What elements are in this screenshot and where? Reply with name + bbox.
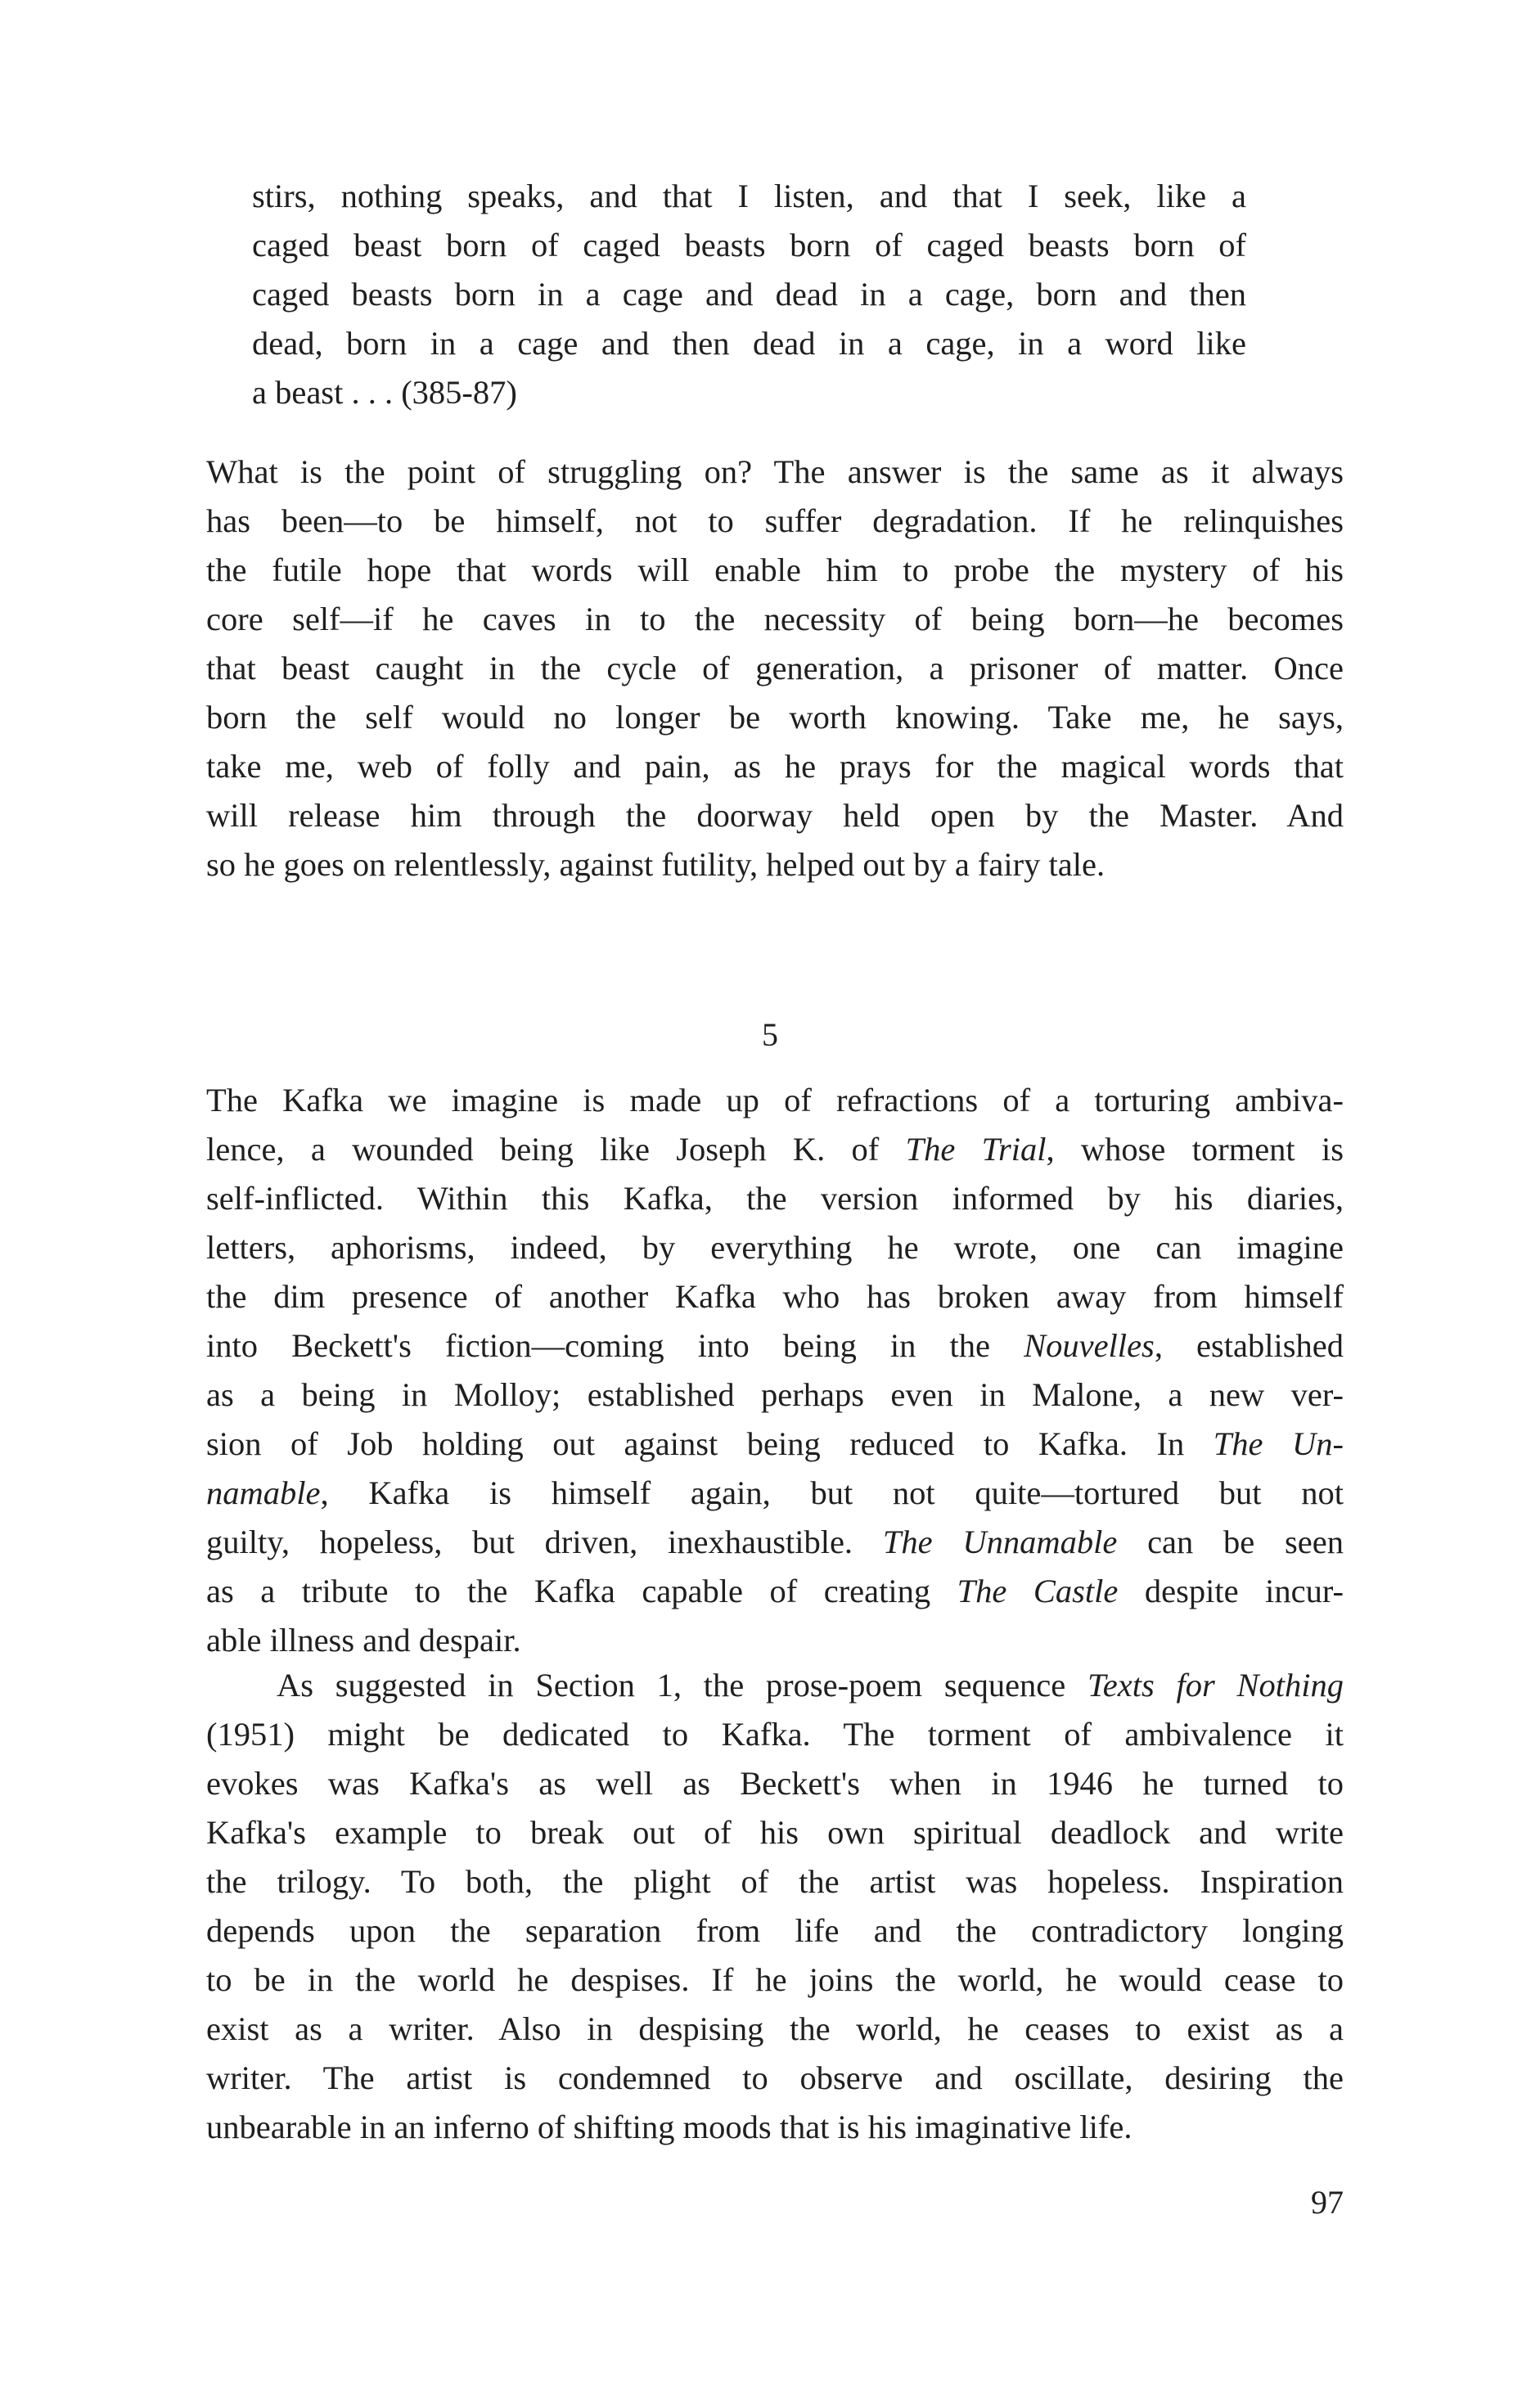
text-run: guilty, hopeless, but driven, inexhaustible. <box>206 1524 883 1560</box>
book-title-texts-for-nothing: Texts for Nothing <box>1087 1667 1344 1704</box>
paragraph-line: take me, web of folly and pain, as he prays for the magical words that <box>206 748 1344 785</box>
paragraph-line: The Kafka we imagine is made up of refractions of a torturing ambiva- <box>206 1082 1344 1118</box>
quote-line: caged beast born of caged beasts born of caged beasts born of <box>252 227 1246 263</box>
paragraph-line: so he goes on relentlessly, against futility, helped out by a fairy tale. <box>206 846 1105 883</box>
paragraph-line: self-inflicted. Within this Kafka, the version informed by his diaries, <box>206 1180 1344 1217</box>
paragraph-line: the dim presence of another Kafka who has broken away from himself <box>206 1278 1344 1315</box>
paragraph-line <box>206 1321 1344 1371</box>
paragraph-line: will release him through the doorway held open by the Master. And <box>206 797 1344 834</box>
text-run: , Kafka is himself again, but not quite—tortured but not <box>320 1474 1344 1511</box>
paragraph-line: as a being in Molloy; established perhaps even in Malone, a new ver- <box>206 1376 1344 1413</box>
paragraph-line <box>206 1420 1344 1469</box>
book-title-the-trial: The Trial <box>905 1131 1047 1168</box>
book-title-nouvelles: Nouvelles <box>1024 1327 1155 1364</box>
paragraph-line: depends upon the separation from life and the contradictory longing <box>206 1912 1344 1949</box>
text-run: despite incur- <box>1118 1573 1344 1609</box>
quote-line: a beast . . . (385-87) <box>252 374 517 411</box>
paragraph-line: able illness and despair. <box>206 1622 521 1659</box>
paragraph-line: the trilogy. To both, the plight of the artist was hopeless. Inspiration <box>206 1863 1344 1900</box>
book-title-the-unnamable: The Unnamable <box>882 1524 1118 1560</box>
paragraph-line <box>206 1469 1344 1518</box>
text-run: can be seen <box>1117 1524 1344 1560</box>
paragraph-3 <box>206 1661 1344 2152</box>
text-run: , whose torment is <box>1046 1131 1344 1168</box>
page-number: 97 <box>1311 2184 1344 2221</box>
paragraph-line: unbearable in an inferno of shifting moods that is his imaginative life. <box>206 2109 1132 2145</box>
text-run: as a tribute to the Kafka capable of creating <box>206 1573 957 1609</box>
quote-line: stirs, nothing speaks, and that I listen, and that I seek, like a <box>252 178 1246 214</box>
quote-line: caged beasts born in a cage and dead in a cage, born and then <box>252 276 1246 313</box>
text-run: As suggested in Section 1, the prose-poem sequence <box>277 1667 1087 1704</box>
quote-line: dead, born in a cage and then dead in a cage, in a word like <box>252 325 1246 362</box>
paragraph-line: What is the point of struggling on? The answer is the same as it always <box>206 453 1344 490</box>
block-quote <box>252 172 1246 417</box>
paragraph-line <box>206 1661 1344 1710</box>
section-number: 5 <box>762 1016 778 1053</box>
paragraph-line: born the self would no longer be worth knowing. Take me, he says, <box>206 699 1344 736</box>
paragraph-line <box>206 1125 1344 1174</box>
paragraph-line: to be in the world he despises. If he joins the world, he would cease to <box>206 1961 1344 1998</box>
paragraph-line: Kafka's example to break out of his own spiritual deadlock and write <box>206 1814 1344 1851</box>
book-title-the-unnamable-part: namable <box>206 1474 321 1511</box>
paragraph-line: exist as a writer. Also in despising the world, he ceases to exist as a <box>206 2010 1344 2047</box>
text-run: lence, a wounded being like Joseph K. of <box>206 1131 906 1168</box>
book-title-the-unnamable-part: The Un- <box>1213 1425 1344 1462</box>
paragraph-line: the futile hope that words will enable him to probe the mystery of his <box>206 551 1344 588</box>
paragraph-line: letters, aphorisms, indeed, by everything he wrote, one can imagine <box>206 1229 1344 1266</box>
text-run: sion of Job holding out against being reduced to Kafka. In <box>206 1425 1214 1462</box>
paragraph-line: (1951) might be dedicated to Kafka. The torment of ambivalence it <box>206 1716 1344 1753</box>
paragraph-line: writer. The artist is condemned to observe and oscillate, desiring the <box>206 2059 1344 2096</box>
paragraph-line <box>206 1518 1344 1567</box>
text-run: , established <box>1154 1327 1344 1364</box>
paragraph-1 <box>206 448 1344 889</box>
paragraph-line: that beast caught in the cycle of generation, a prisoner of matter. Once <box>206 650 1344 686</box>
paragraph-line <box>206 1567 1344 1616</box>
paragraph-line: has been—to be himself, not to suffer degradation. If he relinquishes <box>206 502 1344 539</box>
paragraph-2 <box>206 1076 1344 1665</box>
paragraph-line: evokes was Kafka's as well as Beckett's when in 1946 he turned to <box>206 1765 1344 1802</box>
book-title-the-castle: The Castle <box>957 1573 1119 1609</box>
text-run: into Beckett's fiction—coming into being in the <box>206 1327 1024 1364</box>
paragraph-line: core self—if he caves in to the necessity of being born—he becomes <box>206 601 1344 637</box>
